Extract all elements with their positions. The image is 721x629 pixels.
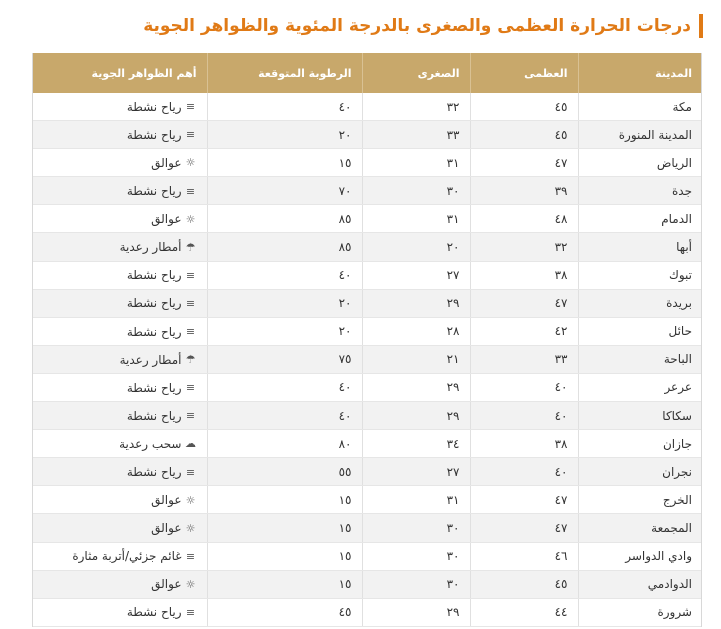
- haze-icon: ☼: [185, 493, 196, 507]
- table-row: [32, 289, 702, 317]
- title-accent-bar: [699, 14, 703, 38]
- condition-label: أمطار رعدية: [119, 352, 182, 367]
- cell-city: المدينة المنورة: [578, 121, 702, 149]
- wind-icon: ≡: [185, 128, 196, 142]
- cell-humidity: ١٥: [207, 149, 362, 177]
- col-header-condition: أهم الظواهر الجوية: [32, 53, 207, 93]
- cell-city: الرياض: [578, 149, 702, 177]
- cell-city: الدوادمي: [578, 570, 702, 598]
- condition-wrap: [127, 268, 197, 282]
- cell-humidity: ٧٠: [207, 177, 362, 205]
- wind-icon: ≡: [185, 605, 196, 619]
- condition-label: رياح نشطة: [126, 184, 182, 199]
- cell-max: ٤٠: [470, 402, 578, 430]
- cell-city: نجران: [578, 458, 702, 486]
- cell-city: تبوك: [578, 261, 702, 289]
- cell-city: الخرج: [578, 486, 702, 514]
- cell-condition: [32, 177, 207, 205]
- dust-icon: ≡: [185, 549, 196, 563]
- cell-min: ٣٢: [362, 93, 470, 121]
- cell-condition: [32, 570, 207, 598]
- cell-max: ٤٦: [470, 542, 578, 570]
- cell-max: ٤٨: [470, 205, 578, 233]
- cell-max: ٤٤: [470, 598, 578, 626]
- cell-max: ٣٣: [470, 345, 578, 373]
- table-row: [32, 93, 702, 121]
- cell-min: ٢٩: [362, 402, 470, 430]
- haze-icon: ☼: [185, 577, 196, 591]
- condition-wrap: [151, 493, 196, 507]
- cell-min: ٣٠: [362, 542, 470, 570]
- cell-min: ٣٠: [362, 177, 470, 205]
- table-row: [32, 598, 702, 626]
- wind-icon: ≡: [185, 184, 196, 198]
- table-row: [32, 542, 702, 570]
- cell-max: ٣٩: [470, 177, 578, 205]
- wind-icon: ≡: [185, 409, 196, 423]
- cell-city: وادي الدواسر: [578, 542, 702, 570]
- table-row: [32, 345, 702, 373]
- cell-condition: [32, 373, 207, 401]
- condition-label: رياح نشطة: [126, 324, 182, 339]
- condition-wrap: [127, 465, 197, 479]
- cell-humidity: ٤٠: [207, 261, 362, 289]
- condition-label: رياح نشطة: [126, 408, 182, 423]
- condition-label: رياح نشطة: [126, 296, 182, 311]
- cell-max: ٤٠: [470, 458, 578, 486]
- cell-humidity: ٨٠: [207, 430, 362, 458]
- condition-wrap: [72, 549, 196, 563]
- cell-max: ٤٢: [470, 317, 578, 345]
- col-header-min: الصغرى: [362, 53, 470, 93]
- cell-condition: [32, 458, 207, 486]
- table-row: [32, 317, 702, 345]
- cell-min: ٣٠: [362, 514, 470, 542]
- haze-icon: ☼: [185, 156, 196, 170]
- cell-min: ٣١: [362, 149, 470, 177]
- condition-wrap: [119, 437, 196, 451]
- cell-min: ٢٧: [362, 458, 470, 486]
- cell-max: ٤٧: [470, 514, 578, 542]
- wind-icon: ≡: [185, 465, 196, 479]
- cell-min: ٢١: [362, 345, 470, 373]
- cell-city: حائل: [578, 317, 702, 345]
- cell-condition: [32, 514, 207, 542]
- col-header-humidity: الرطوبة المتوقعة: [207, 53, 362, 93]
- cell-min: ٢٧: [362, 261, 470, 289]
- cell-humidity: ٢٠: [207, 317, 362, 345]
- condition-wrap: [127, 409, 197, 423]
- condition-label: رياح نشطة: [126, 127, 182, 142]
- cell-humidity: ٢٠: [207, 121, 362, 149]
- condition-label: سحب رعدية: [119, 436, 182, 451]
- cell-city: المجمعة: [578, 514, 702, 542]
- condition-wrap: [151, 521, 196, 535]
- cell-city: بريدة: [578, 289, 702, 317]
- cell-humidity: ٤٠: [207, 373, 362, 401]
- cell-min: ٣١: [362, 486, 470, 514]
- cell-max: ٤٧: [470, 486, 578, 514]
- cell-max: ٤٥: [470, 93, 578, 121]
- cell-max: ٤٧: [470, 149, 578, 177]
- table-row: [32, 205, 702, 233]
- cell-condition: [32, 486, 207, 514]
- cell-max: ٤٠: [470, 373, 578, 401]
- cell-max: ٣٨: [470, 430, 578, 458]
- wind-icon: ≡: [185, 100, 196, 114]
- rain-icon: ☂: [185, 240, 196, 254]
- wind-icon: ≡: [185, 268, 196, 282]
- cell-min: ٣٣: [362, 121, 470, 149]
- cell-humidity: ٤٠: [207, 93, 362, 121]
- condition-wrap: [127, 381, 197, 395]
- condition-label: أمطار رعدية: [119, 240, 182, 255]
- cell-max: ٤٧: [470, 289, 578, 317]
- condition-label: رياح نشطة: [126, 605, 182, 620]
- condition-label: رياح نشطة: [126, 465, 182, 480]
- cell-condition: [32, 205, 207, 233]
- header-row: [32, 53, 702, 93]
- cell-humidity: ١٥: [207, 542, 362, 570]
- condition-wrap: [127, 325, 197, 339]
- cell-city: مكة: [578, 93, 702, 121]
- cell-min: ٢٠: [362, 233, 470, 261]
- cell-humidity: ٢٠: [207, 289, 362, 317]
- rain-icon: ☂: [185, 353, 196, 367]
- table-row: [32, 514, 702, 542]
- cell-min: ٢٩: [362, 289, 470, 317]
- condition-label: عوالق: [151, 493, 182, 508]
- cell-humidity: ٨٥: [207, 205, 362, 233]
- table-row: [32, 121, 702, 149]
- cell-max: ٤٥: [470, 570, 578, 598]
- cell-condition: [32, 93, 207, 121]
- table-row: [32, 570, 702, 598]
- cell-condition: [32, 598, 207, 626]
- cell-condition: [32, 233, 207, 261]
- storm-icon: ☁: [185, 437, 196, 451]
- cell-condition: [32, 402, 207, 430]
- condition-wrap: [127, 605, 197, 619]
- condition-label: عوالق: [151, 577, 182, 592]
- cell-humidity: ٤٠: [207, 402, 362, 430]
- table-row: [32, 149, 702, 177]
- cell-condition: [32, 149, 207, 177]
- condition-label: رياح نشطة: [126, 380, 182, 395]
- condition-wrap: [151, 577, 196, 591]
- cell-min: ٢٩: [362, 373, 470, 401]
- wind-icon: ≡: [185, 381, 196, 395]
- condition-wrap: [127, 100, 197, 114]
- wind-icon: ≡: [185, 296, 196, 310]
- haze-icon: ☼: [185, 212, 196, 226]
- table-row: [32, 458, 702, 486]
- cell-min: ٢٩: [362, 598, 470, 626]
- cell-humidity: ١٥: [207, 570, 362, 598]
- table-row: [32, 261, 702, 289]
- cell-min: ٣٠: [362, 570, 470, 598]
- condition-wrap: [151, 156, 196, 170]
- cell-condition: [32, 121, 207, 149]
- cell-city: سكاكا: [578, 402, 702, 430]
- cell-condition: [32, 261, 207, 289]
- cell-min: ٣٤: [362, 430, 470, 458]
- table-row: [32, 177, 702, 205]
- cell-city: جازان: [578, 430, 702, 458]
- cell-condition: [32, 345, 207, 373]
- cell-humidity: ٧٥: [207, 345, 362, 373]
- haze-icon: ☼: [185, 521, 196, 535]
- condition-label: عوالق: [151, 155, 182, 170]
- cell-max: ٣٢: [470, 233, 578, 261]
- cell-humidity: ١٥: [207, 514, 362, 542]
- cell-humidity: ١٥: [207, 486, 362, 514]
- condition-wrap: [120, 353, 197, 367]
- wind-icon: ≡: [185, 325, 196, 339]
- condition-wrap: [127, 296, 197, 310]
- cell-max: ٤٥: [470, 121, 578, 149]
- cell-condition: [32, 317, 207, 345]
- col-header-city: المدينة: [578, 53, 702, 93]
- cell-condition: [32, 430, 207, 458]
- cell-humidity: ٤٥: [207, 598, 362, 626]
- cell-city: شرورة: [578, 598, 702, 626]
- cell-city: جدة: [578, 177, 702, 205]
- col-header-max: العظمى: [470, 53, 578, 93]
- cell-city: الباحة: [578, 345, 702, 373]
- cell-max: ٣٨: [470, 261, 578, 289]
- condition-wrap: [120, 240, 197, 254]
- condition-label: عوالق: [151, 521, 182, 536]
- condition-label: غائم جزئي/أتربة مثارة: [72, 549, 182, 564]
- table-row: [32, 430, 702, 458]
- condition-wrap: [151, 212, 196, 226]
- cell-min: ٣١: [362, 205, 470, 233]
- condition-label: رياح نشطة: [126, 268, 182, 283]
- condition-label: عوالق: [151, 212, 182, 227]
- condition-label: رياح نشطة: [126, 99, 182, 114]
- table-row: [32, 486, 702, 514]
- cell-city: أبها: [578, 233, 702, 261]
- table-row: [32, 233, 702, 261]
- condition-wrap: [127, 128, 197, 142]
- cell-min: ٢٨: [362, 317, 470, 345]
- table-header: [32, 53, 702, 93]
- cell-humidity: ٥٥: [207, 458, 362, 486]
- cell-humidity: ٨٥: [207, 233, 362, 261]
- table-body: [32, 93, 702, 626]
- page-title: درجات الحرارة العظمى والصغرى بالدرجة المئوية والظواهر الجوية: [143, 16, 691, 36]
- condition-wrap: [127, 184, 197, 198]
- cell-condition: [32, 542, 207, 570]
- table-row: [32, 373, 702, 401]
- weather-table: [32, 53, 703, 627]
- cell-condition: [32, 289, 207, 317]
- page-title-container: [143, 11, 703, 41]
- cell-city: عرعر: [578, 373, 702, 401]
- table-row: [32, 402, 702, 430]
- cell-city: الدمام: [578, 205, 702, 233]
